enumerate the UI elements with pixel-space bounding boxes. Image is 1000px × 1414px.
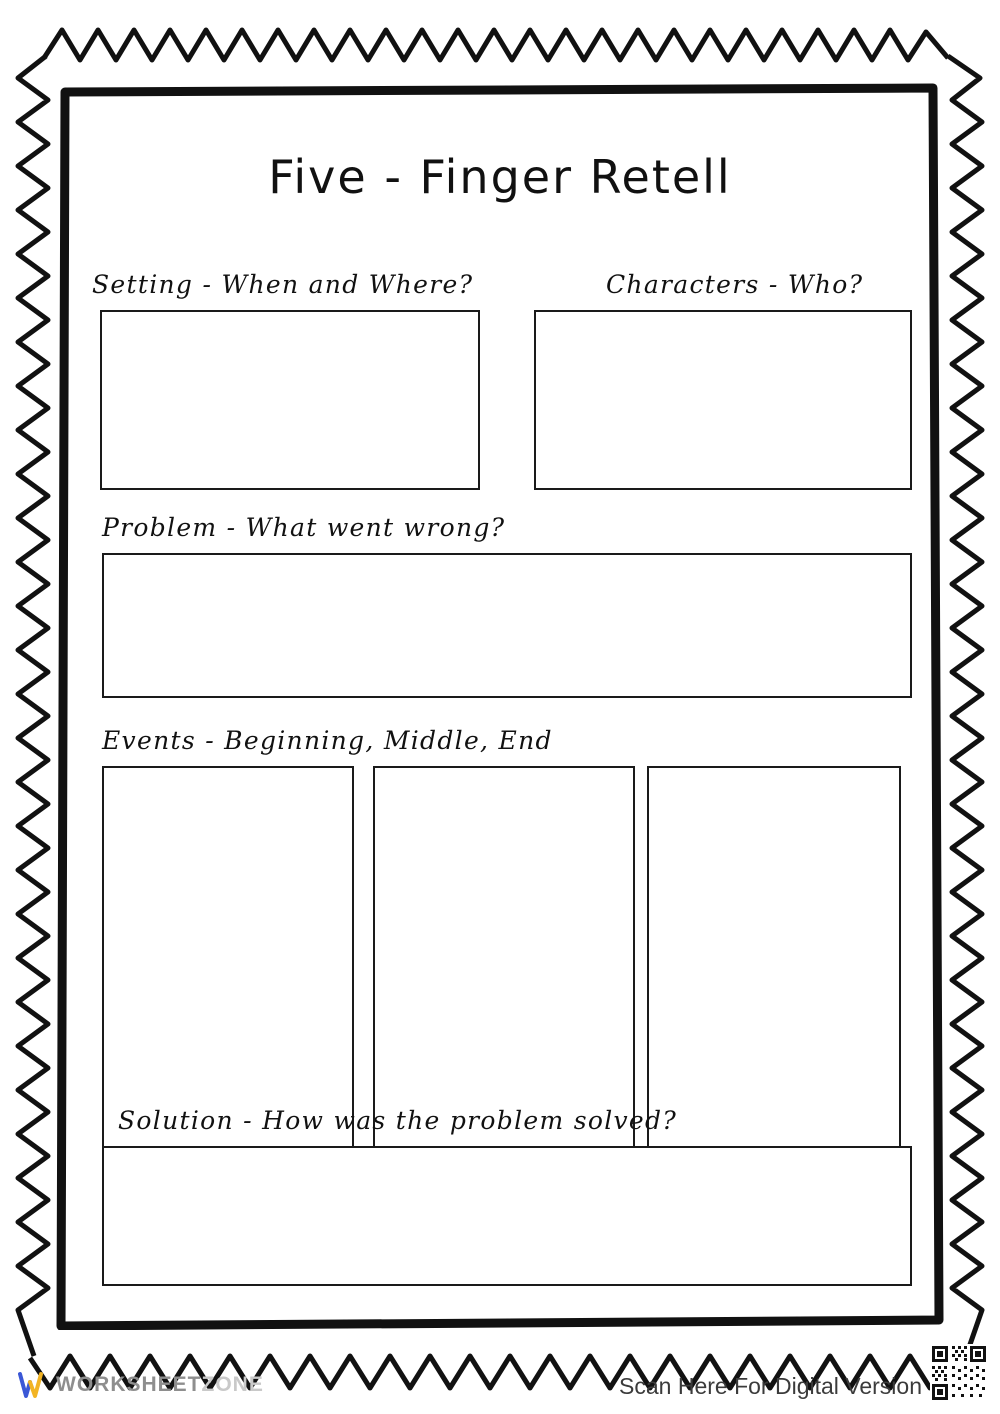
worksheet-body bbox=[60, 88, 940, 1328]
page-title: Five - Finger Retell bbox=[268, 150, 732, 204]
answer-box-problem[interactable] bbox=[102, 553, 912, 698]
brand-suffix: ZONE bbox=[201, 1373, 264, 1396]
scan-instruction-text: Scan Here For Digital Version bbox=[619, 1373, 922, 1399]
label-characters: Characters - Who? bbox=[606, 270, 864, 299]
qr-code-icon[interactable] bbox=[930, 1344, 988, 1402]
page-footer bbox=[0, 1344, 1000, 1414]
answer-box-setting[interactable] bbox=[100, 310, 480, 490]
label-setting: Setting - When and Where? bbox=[92, 270, 474, 299]
label-solution: Solution - How was the problem solved? bbox=[118, 1106, 678, 1135]
label-events: Events - Beginning, Middle, End bbox=[102, 726, 553, 755]
brand-name: WORKSHEET bbox=[56, 1373, 202, 1396]
w-logo-icon bbox=[18, 1370, 48, 1400]
answer-box-solution[interactable] bbox=[102, 1146, 912, 1286]
brand-logo[interactable] bbox=[18, 1370, 264, 1400]
answer-box-event-end[interactable] bbox=[647, 766, 901, 1176]
brand-text bbox=[56, 1373, 264, 1397]
answer-box-characters[interactable] bbox=[534, 310, 912, 490]
label-problem: Problem - What went wrong? bbox=[102, 513, 506, 542]
